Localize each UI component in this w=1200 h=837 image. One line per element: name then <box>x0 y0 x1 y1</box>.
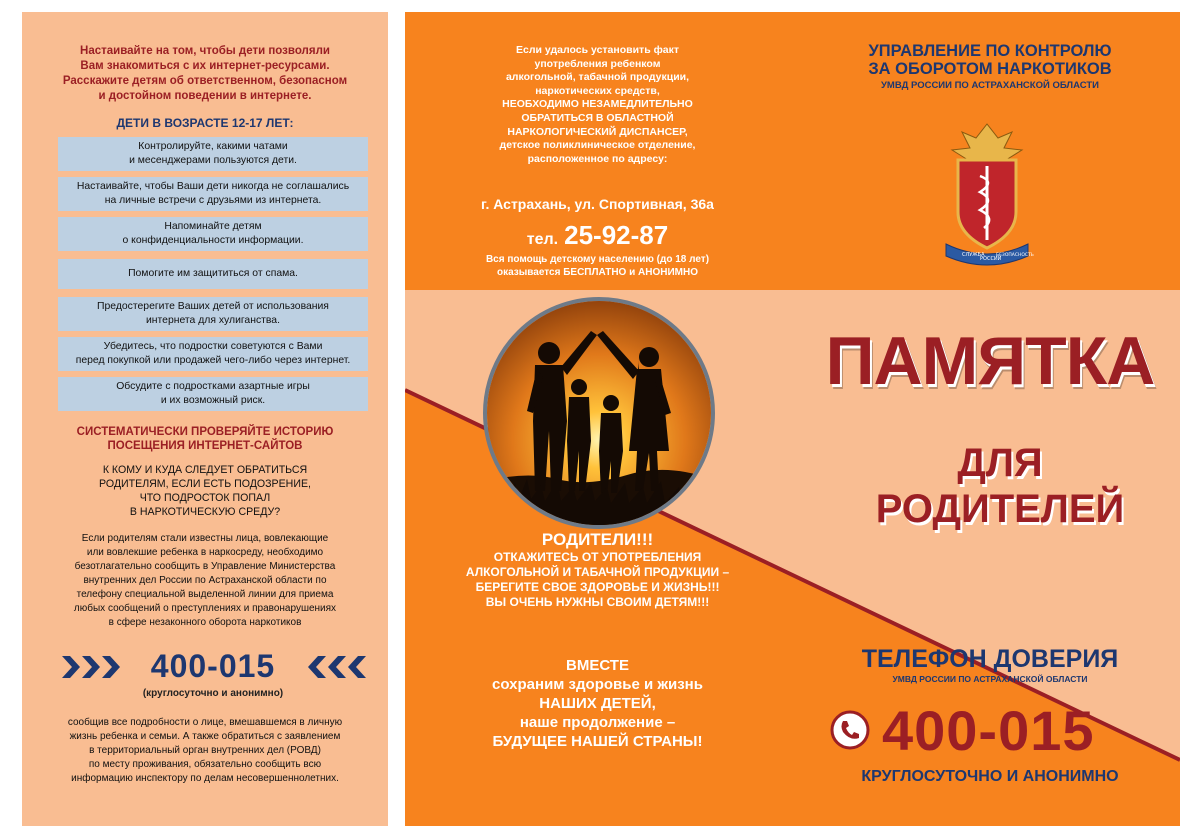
left-hotline-note: (круглосуточно и анонимно) <box>142 688 284 699</box>
intro-line: Настаивайте на том, чтобы дети позволяли <box>80 45 330 57</box>
paragraph-line: телефону специальной выделенной линии для приема <box>76 589 334 600</box>
tip-line: Настаивайте, чтобы Ваши дети никогда не соглашались <box>76 181 350 192</box>
who-to-contact <box>40 463 370 519</box>
paragraph-line: безотлагательно сообщить в Управление Министерства <box>74 561 336 572</box>
ribbon-text: БЕЗОПАСНОСТЬ <box>996 253 1034 258</box>
slogan-line: сохраним здоровье и жизнь <box>492 676 703 693</box>
age-group-title: ДЕТИ В ВОЗРАСТЕ 12-17 ЛЕТ: <box>116 116 294 130</box>
subtitle-line: ДЛЯ <box>957 441 1043 485</box>
who-line: ЧТО ПОДРОСТОК ПОПАЛ <box>139 492 271 504</box>
tip-line: Помогите им защититься от спама. <box>128 268 298 279</box>
subtitle-line: РОДИТЕЛЕЙ <box>875 487 1125 531</box>
parents-line: ВЫ ОЧЕНЬ НУЖНЫ СВОИМ ДЕТЯМ!!! <box>485 595 710 609</box>
tip-line: Предостерегите Ваших детей от использования <box>97 301 329 312</box>
right-hotline-number: 400-015 <box>882 699 1095 762</box>
report-paragraph <box>36 532 374 630</box>
chevrons-left-icon <box>300 656 366 678</box>
tip-line: интернета для хулиганства. <box>145 315 280 326</box>
follow-up-paragraph <box>36 716 374 786</box>
left-hotline-number: 400-015 <box>150 648 276 684</box>
org-line: УПРАВЛЕНИЕ ПО КОНТРОЛЮ <box>868 42 1112 60</box>
org-line: ЗА ОБОРОТОМ НАРКОТИКОВ <box>868 60 1112 78</box>
paragraph-line: сообщив все подробности о лице, вмешавшемся в личную <box>67 717 343 728</box>
parents-title: РОДИТЕЛИ!!! <box>541 530 654 549</box>
tip-bar <box>58 177 368 211</box>
slogan-line: ВМЕСТЕ <box>566 657 629 674</box>
tip-bar <box>58 217 368 251</box>
paragraph-line: любых сообщений о преступлениях и правонарушениях <box>73 603 337 614</box>
left-hotline <box>58 648 368 699</box>
info-line: алкогольной, табачной продукции, <box>505 71 690 84</box>
who-line: В НАРКОТИЧЕСКУЮ СРЕДУ? <box>129 506 281 518</box>
intro-line: Расскажите детям об ответственном, безопасном <box>62 75 348 87</box>
info-line: НАРКОЛОГИЧЕСКИЙ ДИСПАНСЕР, <box>507 125 688 138</box>
who-line: РОДИТЕЛЯМ, ЕСЛИ ЕСТЬ ПОДОЗРЕНИЕ, <box>99 478 311 490</box>
tip-line: Напоминайте детям <box>164 221 262 232</box>
dispensary-info <box>430 44 765 166</box>
police-emblem-icon <box>936 116 1038 266</box>
tip-bar <box>58 337 368 371</box>
dispensary-address: г. Астрахань, ул. Спортивная, 36а <box>481 196 714 212</box>
paragraph-line: информацию инспектору по делам несовершеннолетних. <box>71 773 339 784</box>
phone-icon <box>830 710 870 750</box>
info-line: НЕОБХОДИМО НЕЗАМЕДЛИТЕЛЬНО <box>502 98 693 111</box>
ribbon-text: РОССИИ <box>980 256 1002 262</box>
slogan-line: БУДУЩЕЕ НАШЕЙ СТРАНЫ! <box>492 733 703 750</box>
trust-subtitle: УМВД РОССИИ ПО АСТРАХАНСКОЙ ОБЛАСТИ <box>892 674 1088 684</box>
paragraph-line: жизнь ребенка и семьи. А также обратиться с заявлением <box>69 731 341 742</box>
trust-line-header <box>820 644 1160 684</box>
info-line: Если удалось установить факт <box>516 44 679 56</box>
tel-number: 25-92-87 <box>564 220 669 250</box>
paragraph-line: в территориальный орган внутренних дел (РОВД) <box>89 745 321 756</box>
tip-bar <box>58 377 368 411</box>
tip-line: на личные встречи с друзьями из интернета. <box>104 195 322 206</box>
info-line: детское поликлиническое отделение, <box>499 139 696 152</box>
tip-line: перед покупкой или продажей чего-либо через интернет. <box>75 355 351 366</box>
intro-line: Вам знакомиться с их интернет-ресурсами. <box>80 60 330 72</box>
paragraph-line: внутренних дел России по Астраханской области по <box>83 575 327 586</box>
tip-line: о конфиденциальности информации. <box>122 235 304 246</box>
slogan-line: НАШИХ ДЕТЕЙ, <box>539 695 656 712</box>
tip-line: и их возможный риск. <box>160 395 266 406</box>
trust-title: ТЕЛЕФОН ДОВЕРИЯ <box>861 645 1119 673</box>
ribbon-text: СЛУЖБА <box>962 252 985 258</box>
info-line: наркотических средств, <box>535 84 660 97</box>
intro-line: и достойном поведении в интернете. <box>98 90 312 102</box>
info-line: употребления ребенком <box>534 57 661 70</box>
parents-line: ОТКАЖИТЕСЬ ОТ УПОТРЕБЛЕНИЯ <box>493 550 702 564</box>
family-photo <box>483 297 715 529</box>
tip-line: Обсудите с подростками азартные игры <box>116 381 310 392</box>
tip-line: и месенджерами пользуются дети. <box>129 155 297 166</box>
tip-bar <box>58 259 368 289</box>
tip-line: Контролируйте, какими чатами <box>138 141 288 152</box>
parents-appeal <box>430 530 765 610</box>
main-title: ПАМЯТКА <box>825 323 1155 399</box>
history-heading <box>40 425 370 453</box>
info-line: расположенное по адресу: <box>527 152 668 165</box>
intro-text <box>40 44 370 104</box>
help-line: оказывается БЕСПЛАТНО и АНОНИМНО <box>496 267 699 278</box>
who-line: К КОМУ И КУДА СЛЕДУЕТ ОБРАТИТЬСЯ <box>102 464 308 476</box>
free-help-note <box>430 253 765 279</box>
organization-header <box>820 42 1160 91</box>
right-hotline <box>830 698 1160 762</box>
tel-label: тел. <box>526 231 559 248</box>
org-subtitle: УМВД РОССИИ ПО АСТРАХАНСКОЙ ОБЛАСТИ <box>881 80 1099 91</box>
paragraph-line: по месту проживания, обязательно сообщить всю <box>88 759 322 770</box>
together-slogan <box>430 656 765 751</box>
history-line: ПОСЕЩЕНИЯ ИНТЕРНЕТ-САЙТОВ <box>107 440 303 452</box>
history-line: СИСТЕМАТИЧЕСКИ ПРОВЕРЯЙТЕ ИСТОРИЮ <box>76 426 334 438</box>
paragraph-line: Если родителям стали известны лица, вовлекающие <box>81 533 329 544</box>
slogan-line: наше продолжение – <box>519 714 676 731</box>
parents-line: БЕРЕГИТЕ СВОЕ ЗДОРОВЬЕ И ЖИЗНЬ!!! <box>475 580 720 594</box>
dispensary-phone <box>430 220 765 251</box>
round-the-clock-note: КРУГЛОСУТОЧНО И АНОНИМНО <box>861 768 1119 785</box>
main-subtitle <box>830 440 1170 532</box>
family-silhouette-image <box>487 301 711 525</box>
paragraph-line: в сфере незаконного оборота наркотиков <box>108 617 302 628</box>
left-panel-background <box>22 12 388 826</box>
tip-bar <box>58 137 368 171</box>
tip-line: Убедитесь, что подростки советуются с Вами <box>103 341 323 352</box>
help-line: Вся помощь детскому населению (до 18 лет) <box>485 254 710 265</box>
paragraph-line: или вовлекшие ребенка в наркосреду, необходимо <box>86 547 324 558</box>
info-line: ОБРАТИТЬСЯ В ОБЛАСТНОЙ <box>521 111 674 124</box>
tip-bar <box>58 297 368 331</box>
parents-line: АЛКОГОЛЬНОЙ И ТАБАЧНОЙ ПРОДУКЦИИ – <box>465 565 730 579</box>
